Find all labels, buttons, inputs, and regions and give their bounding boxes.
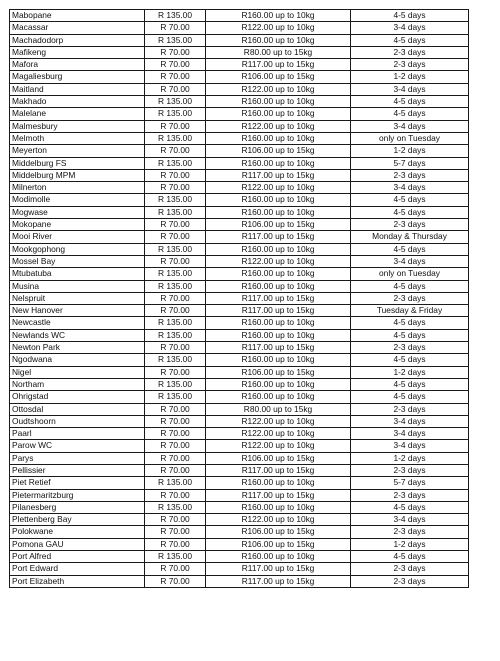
rate-cell: R160.00 up to 10kg xyxy=(206,96,351,108)
town-cell: Mogwase xyxy=(10,206,145,218)
rate-cell: R160.00 up to 10kg xyxy=(206,378,351,390)
delivery-days-cell: 4-5 days xyxy=(351,96,469,108)
price-cell: R 135.00 xyxy=(145,268,206,280)
rate-cell: R106.00 up to 15kg xyxy=(206,145,351,157)
town-cell: Middelburg MPM xyxy=(10,169,145,181)
table-row xyxy=(10,132,469,144)
table-body xyxy=(10,10,469,588)
town-cell: Nigel xyxy=(10,366,145,378)
table-row xyxy=(10,305,469,317)
delivery-days-cell: 2-3 days xyxy=(351,563,469,575)
delivery-days-cell: 4-5 days xyxy=(351,280,469,292)
town-cell: Nelspruit xyxy=(10,292,145,304)
table-row xyxy=(10,514,469,526)
delivery-days-cell: 2-3 days xyxy=(351,46,469,58)
price-cell: R 135.00 xyxy=(145,391,206,403)
table-row xyxy=(10,538,469,550)
rate-cell: R160.00 up to 10kg xyxy=(206,206,351,218)
table-row xyxy=(10,34,469,46)
price-cell: R 135.00 xyxy=(145,477,206,489)
delivery-days-cell: 3-4 days xyxy=(351,182,469,194)
table-row xyxy=(10,243,469,255)
price-cell: R 70.00 xyxy=(145,403,206,415)
rate-cell: R160.00 up to 10kg xyxy=(206,317,351,329)
delivery-days-cell: 2-3 days xyxy=(351,489,469,501)
rate-cell: R117.00 up to 15kg xyxy=(206,59,351,71)
price-cell: R 70.00 xyxy=(145,464,206,476)
price-cell: R 70.00 xyxy=(145,292,206,304)
delivery-days-cell: Tuesday & Friday xyxy=(351,305,469,317)
town-cell: Newlands WC xyxy=(10,329,145,341)
table-row xyxy=(10,206,469,218)
delivery-days-cell: 3-4 days xyxy=(351,120,469,132)
table-row xyxy=(10,292,469,304)
rate-cell: R117.00 up to 15kg xyxy=(206,575,351,587)
town-cell: Meyerton xyxy=(10,145,145,157)
rate-cell: R122.00 up to 10kg xyxy=(206,182,351,194)
delivery-days-cell: 2-3 days xyxy=(351,403,469,415)
delivery-days-cell: 2-3 days xyxy=(351,575,469,587)
town-cell: Polokwane xyxy=(10,526,145,538)
town-cell: Milnerton xyxy=(10,182,145,194)
rate-cell: R117.00 up to 15kg xyxy=(206,292,351,304)
town-cell: Mokopane xyxy=(10,219,145,231)
price-cell: R 135.00 xyxy=(145,194,206,206)
price-cell: R 70.00 xyxy=(145,526,206,538)
rate-cell: R106.00 up to 15kg xyxy=(206,366,351,378)
delivery-days-cell: 4-5 days xyxy=(351,391,469,403)
town-cell: Ohrigstad xyxy=(10,391,145,403)
delivery-days-cell: 4-5 days xyxy=(351,10,469,22)
town-cell: Modimolle xyxy=(10,194,145,206)
table-row xyxy=(10,440,469,452)
price-cell: R 135.00 xyxy=(145,206,206,218)
table-row xyxy=(10,71,469,83)
town-cell: Mafora xyxy=(10,59,145,71)
delivery-days-cell: 4-5 days xyxy=(351,243,469,255)
price-cell: R 70.00 xyxy=(145,120,206,132)
town-cell: Musina xyxy=(10,280,145,292)
rate-cell: R160.00 up to 10kg xyxy=(206,391,351,403)
price-cell: R 70.00 xyxy=(145,255,206,267)
town-cell: Mtubatuba xyxy=(10,268,145,280)
rate-cell: R122.00 up to 10kg xyxy=(206,428,351,440)
rate-cell: R160.00 up to 10kg xyxy=(206,354,351,366)
town-cell: Pellissier xyxy=(10,464,145,476)
rate-cell: R122.00 up to 10kg xyxy=(206,120,351,132)
price-cell: R 70.00 xyxy=(145,489,206,501)
price-cell: R 70.00 xyxy=(145,415,206,427)
town-cell: Port Elizabeth xyxy=(10,575,145,587)
delivery-days-cell: 4-5 days xyxy=(351,194,469,206)
delivery-days-cell: 1-2 days xyxy=(351,71,469,83)
price-cell: R 70.00 xyxy=(145,440,206,452)
delivery-days-cell: 4-5 days xyxy=(351,329,469,341)
price-cell: R 70.00 xyxy=(145,452,206,464)
delivery-days-cell: 4-5 days xyxy=(351,354,469,366)
price-cell: R 70.00 xyxy=(145,182,206,194)
price-cell: R 70.00 xyxy=(145,575,206,587)
price-cell: R 70.00 xyxy=(145,169,206,181)
price-cell: R 70.00 xyxy=(145,219,206,231)
rate-cell: R160.00 up to 10kg xyxy=(206,268,351,280)
rate-cell: R80.00 up to 15kg xyxy=(206,403,351,415)
rate-cell: R80.00 up to 15kg xyxy=(206,46,351,58)
town-cell: Ottosdal xyxy=(10,403,145,415)
delivery-days-cell: 2-3 days xyxy=(351,169,469,181)
table-row xyxy=(10,96,469,108)
delivery-days-cell: 4-5 days xyxy=(351,206,469,218)
town-cell: New Hanover xyxy=(10,305,145,317)
rate-cell: R160.00 up to 10kg xyxy=(206,551,351,563)
table-row xyxy=(10,391,469,403)
table-row xyxy=(10,464,469,476)
price-cell: R 135.00 xyxy=(145,96,206,108)
town-cell: Mossel Bay xyxy=(10,255,145,267)
price-cell: R 135.00 xyxy=(145,501,206,513)
rate-cell: R117.00 up to 15kg xyxy=(206,231,351,243)
delivery-days-cell: 2-3 days xyxy=(351,59,469,71)
price-cell: R 70.00 xyxy=(145,514,206,526)
delivery-days-cell: 4-5 days xyxy=(351,501,469,513)
delivery-days-cell: 2-3 days xyxy=(351,292,469,304)
town-cell: Newcastle xyxy=(10,317,145,329)
table-row xyxy=(10,563,469,575)
town-cell: Mabopane xyxy=(10,10,145,22)
price-cell: R 135.00 xyxy=(145,243,206,255)
town-cell: Malmesbury xyxy=(10,120,145,132)
town-cell: Pilanesberg xyxy=(10,501,145,513)
table-row xyxy=(10,329,469,341)
delivery-days-cell: 2-3 days xyxy=(351,526,469,538)
town-cell: Paarl xyxy=(10,428,145,440)
rate-cell: R117.00 up to 15kg xyxy=(206,169,351,181)
price-cell: R 135.00 xyxy=(145,551,206,563)
delivery-days-cell: 3-4 days xyxy=(351,440,469,452)
town-cell: Port Edward xyxy=(10,563,145,575)
rate-cell: R117.00 up to 15kg xyxy=(206,305,351,317)
town-cell: Pietermaritzburg xyxy=(10,489,145,501)
price-cell: R 135.00 xyxy=(145,378,206,390)
town-cell: Northam xyxy=(10,378,145,390)
town-cell: Magaliesburg xyxy=(10,71,145,83)
price-cell: R 135.00 xyxy=(145,34,206,46)
rate-cell: R160.00 up to 10kg xyxy=(206,34,351,46)
table-row xyxy=(10,551,469,563)
rate-cell: R122.00 up to 10kg xyxy=(206,255,351,267)
delivery-days-cell: 3-4 days xyxy=(351,83,469,95)
table-row xyxy=(10,59,469,71)
town-cell: Mooi River xyxy=(10,231,145,243)
table-row xyxy=(10,268,469,280)
rate-cell: R160.00 up to 10kg xyxy=(206,501,351,513)
delivery-days-cell: Monday & Thursday xyxy=(351,231,469,243)
price-cell: R 70.00 xyxy=(145,59,206,71)
delivery-days-cell: 2-3 days xyxy=(351,219,469,231)
price-cell: R 70.00 xyxy=(145,46,206,58)
price-cell: R 70.00 xyxy=(145,563,206,575)
town-cell: Oudtshoorn xyxy=(10,415,145,427)
delivery-days-cell: 3-4 days xyxy=(351,22,469,34)
price-cell: R 135.00 xyxy=(145,108,206,120)
delivery-days-cell: 3-4 days xyxy=(351,415,469,427)
town-cell: Machadodorp xyxy=(10,34,145,46)
rate-cell: R117.00 up to 15kg xyxy=(206,563,351,575)
rate-cell: R122.00 up to 10kg xyxy=(206,22,351,34)
rate-cell: R106.00 up to 15kg xyxy=(206,538,351,550)
table-row xyxy=(10,526,469,538)
town-cell: Ngodwana xyxy=(10,354,145,366)
rate-cell: R160.00 up to 10kg xyxy=(206,243,351,255)
delivery-days-cell: 4-5 days xyxy=(351,317,469,329)
rate-cell: R160.00 up to 10kg xyxy=(206,477,351,489)
table-row xyxy=(10,255,469,267)
rate-cell: R160.00 up to 10kg xyxy=(206,108,351,120)
table-row xyxy=(10,280,469,292)
table-row xyxy=(10,22,469,34)
town-cell: Malelane xyxy=(10,108,145,120)
delivery-days-cell: 2-3 days xyxy=(351,464,469,476)
price-cell: R 135.00 xyxy=(145,280,206,292)
price-cell: R 70.00 xyxy=(145,71,206,83)
table-row xyxy=(10,10,469,22)
price-cell: R 135.00 xyxy=(145,132,206,144)
price-cell: R 135.00 xyxy=(145,157,206,169)
delivery-days-cell: only on Tuesday xyxy=(351,268,469,280)
town-cell: Pomona GAU xyxy=(10,538,145,550)
table-row xyxy=(10,415,469,427)
table-row xyxy=(10,575,469,587)
town-cell: Parys xyxy=(10,452,145,464)
table-row xyxy=(10,317,469,329)
table-row xyxy=(10,194,469,206)
delivery-days-cell: 4-5 days xyxy=(351,378,469,390)
town-cell: Newton Park xyxy=(10,342,145,354)
rate-cell: R117.00 up to 15kg xyxy=(206,489,351,501)
price-cell: R 70.00 xyxy=(145,83,206,95)
town-cell: Mafikeng xyxy=(10,46,145,58)
rate-cell: R160.00 up to 10kg xyxy=(206,280,351,292)
delivery-days-cell: 3-4 days xyxy=(351,514,469,526)
town-cell: Melmoth xyxy=(10,132,145,144)
delivery-days-cell: 5-7 days xyxy=(351,477,469,489)
rate-cell: R117.00 up to 15kg xyxy=(206,464,351,476)
table-row xyxy=(10,145,469,157)
town-cell: Plettenberg Bay xyxy=(10,514,145,526)
table-row xyxy=(10,182,469,194)
rate-cell: R160.00 up to 10kg xyxy=(206,157,351,169)
rate-cell: R106.00 up to 15kg xyxy=(206,452,351,464)
table-row xyxy=(10,157,469,169)
delivery-days-cell: 2-3 days xyxy=(351,342,469,354)
table-row xyxy=(10,46,469,58)
delivery-days-cell: only on Tuesday xyxy=(351,132,469,144)
price-cell: R 70.00 xyxy=(145,428,206,440)
town-cell: Macassar xyxy=(10,22,145,34)
table-row xyxy=(10,231,469,243)
table-row xyxy=(10,501,469,513)
table-row xyxy=(10,342,469,354)
delivery-days-cell: 1-2 days xyxy=(351,538,469,550)
rate-cell: R122.00 up to 10kg xyxy=(206,440,351,452)
town-cell: Port Alfred xyxy=(10,551,145,563)
town-cell: Makhado xyxy=(10,96,145,108)
delivery-days-cell: 3-4 days xyxy=(351,428,469,440)
town-cell: Parow WC xyxy=(10,440,145,452)
price-cell: R 70.00 xyxy=(145,538,206,550)
price-cell: R 70.00 xyxy=(145,305,206,317)
table-row xyxy=(10,452,469,464)
delivery-days-cell: 4-5 days xyxy=(351,34,469,46)
delivery-days-cell: 1-2 days xyxy=(351,366,469,378)
table-row xyxy=(10,477,469,489)
price-cell: R 70.00 xyxy=(145,22,206,34)
table-row xyxy=(10,83,469,95)
town-cell: Maitland xyxy=(10,83,145,95)
table-row xyxy=(10,169,469,181)
table-row xyxy=(10,366,469,378)
price-cell: R 135.00 xyxy=(145,10,206,22)
rate-cell: R122.00 up to 10kg xyxy=(206,83,351,95)
rate-cell: R160.00 up to 10kg xyxy=(206,132,351,144)
delivery-days-cell: 3-4 days xyxy=(351,255,469,267)
rate-cell: R160.00 up to 10kg xyxy=(206,329,351,341)
rate-cell: R160.00 up to 10kg xyxy=(206,10,351,22)
rate-cell: R106.00 up to 15kg xyxy=(206,219,351,231)
delivery-days-cell: 4-5 days xyxy=(351,551,469,563)
table-row xyxy=(10,354,469,366)
town-cell: Piet Retief xyxy=(10,477,145,489)
table-row xyxy=(10,489,469,501)
table-row xyxy=(10,219,469,231)
delivery-days-cell: 4-5 days xyxy=(351,108,469,120)
table-row xyxy=(10,403,469,415)
price-cell: R 70.00 xyxy=(145,231,206,243)
town-cell: Middelburg FS xyxy=(10,157,145,169)
delivery-rates-table xyxy=(9,9,469,588)
rate-cell: R122.00 up to 10kg xyxy=(206,415,351,427)
delivery-days-cell: 5-7 days xyxy=(351,157,469,169)
price-cell: R 135.00 xyxy=(145,329,206,341)
table-row xyxy=(10,378,469,390)
table-row xyxy=(10,108,469,120)
town-cell: Mookgophong xyxy=(10,243,145,255)
table-row xyxy=(10,120,469,132)
price-cell: R 70.00 xyxy=(145,145,206,157)
price-cell: R 70.00 xyxy=(145,342,206,354)
price-cell: R 135.00 xyxy=(145,354,206,366)
rate-cell: R106.00 up to 15kg xyxy=(206,526,351,538)
price-cell: R 70.00 xyxy=(145,366,206,378)
price-cell: R 135.00 xyxy=(145,317,206,329)
rate-cell: R160.00 up to 10kg xyxy=(206,194,351,206)
rate-cell: R122.00 up to 10kg xyxy=(206,514,351,526)
rate-cell: R117.00 up to 15kg xyxy=(206,342,351,354)
delivery-days-cell: 1-2 days xyxy=(351,145,469,157)
rate-cell: R106.00 up to 15kg xyxy=(206,71,351,83)
delivery-days-cell: 1-2 days xyxy=(351,452,469,464)
table-row xyxy=(10,428,469,440)
